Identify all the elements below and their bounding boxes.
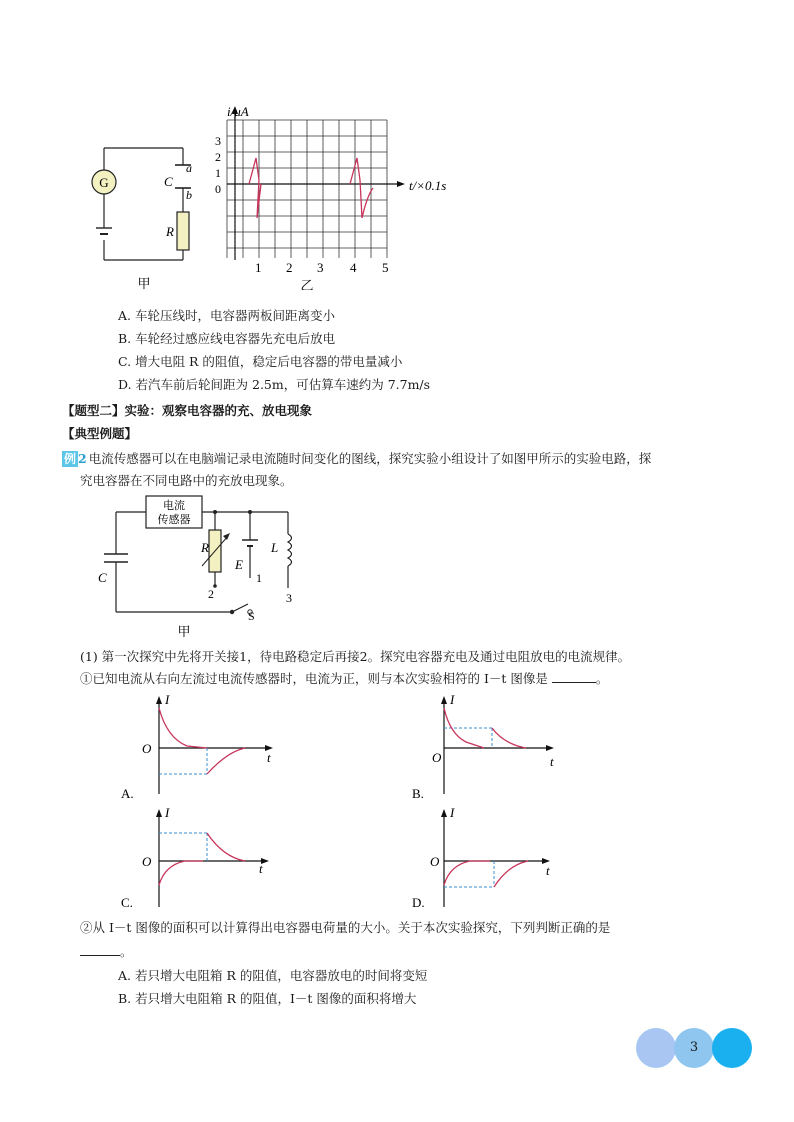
- graph-b-x-label: t: [550, 754, 554, 769]
- x-tick-5: 5: [382, 260, 389, 275]
- graph-d[interactable]: [400, 803, 580, 918]
- fig2-inductor-label: L: [271, 540, 279, 555]
- part2-end: 。: [120, 944, 133, 959]
- page-badge-right-circle: [712, 1028, 752, 1068]
- part1-question-text: ①已知电流从右向左流过电流传感器时，电流为正，则与本次实验相符的 I－t 图像是: [80, 671, 548, 686]
- x-tick-4: 4: [350, 260, 357, 275]
- sub-title: 【典型例题】: [62, 426, 138, 441]
- answer-blank-2[interactable]: [80, 943, 120, 956]
- y-tick-1: 1: [215, 166, 221, 180]
- figure2-caption-jia: 甲: [177, 624, 191, 639]
- part2-question: ②从 I－t 图像的面积可以计算得出电容器电荷量的大小。关于本次实验探究，下列判断正确的是: [80, 920, 611, 935]
- graph-d-x-label: t: [546, 863, 550, 878]
- graph-c-origin: O: [142, 854, 152, 869]
- part2-blank-line: [80, 942, 133, 960]
- y-tick-3: 3: [215, 134, 221, 148]
- graph-a-x-label: t: [267, 750, 271, 765]
- q1-option-a[interactable]: A. 车轮压线时，电容器两板间距离变小: [118, 308, 335, 323]
- graph-c-y-label: I: [165, 805, 170, 820]
- graph-x-axis-label: t/×0.1s: [409, 178, 447, 193]
- example-tag: 例: [64, 452, 77, 466]
- graph-b-option-label: B.: [412, 786, 424, 801]
- current-sensor-label-2: 传感器: [157, 514, 191, 526]
- capacitor-label: C: [164, 174, 173, 189]
- part1-end: 。: [595, 671, 609, 686]
- x-tick-3: 3: [317, 260, 324, 275]
- fig2-resistor-label: R: [201, 540, 209, 555]
- figure1-graph: [205, 100, 495, 290]
- graph-b[interactable]: [400, 690, 580, 805]
- figure1-caption-yi: 乙: [300, 278, 314, 290]
- example-line-1: [62, 449, 651, 467]
- graph-d-origin: O: [430, 854, 440, 869]
- example-number: 2: [78, 451, 87, 466]
- fig2-capacitor-label: C: [98, 570, 107, 585]
- q2-option-b[interactable]: B. 若只增大电阻箱 R 的阻值，I－t 图像的面积将增大: [118, 991, 417, 1006]
- x-tick-2: 2: [286, 260, 293, 275]
- current-sensor-label-1: 电流: [163, 500, 185, 512]
- graph-b-origin: O: [432, 750, 442, 765]
- resistor-icon: [177, 212, 189, 250]
- answer-blank-1[interactable]: [552, 670, 596, 683]
- part1-question: [80, 669, 608, 687]
- example-text-1: 电流传感器可以在电脑端记录电流随时间变化的图线，探究实验小组设计了如图甲所示的实验电路，探: [88, 451, 652, 466]
- plate-b-label: b: [186, 188, 192, 202]
- section-title: 【题型二】实验：观察电容器的充、放电现象: [62, 403, 313, 418]
- switch-position-3: 3: [286, 591, 292, 605]
- graph-c-x-label: t: [259, 861, 263, 876]
- figure1-circuit: [80, 120, 210, 295]
- graph-c-option-label: C.: [121, 895, 133, 910]
- switch-label: S: [248, 609, 255, 623]
- plate-a-label: a: [186, 161, 192, 175]
- figure1-caption-jia: 甲: [137, 276, 151, 291]
- graph-a-origin: O: [142, 741, 152, 756]
- part1-text: (1) 第一次探究中先将开关接1，待电路稳定后再接2。探究电容器充电及通过电阻放电的电流规律。: [80, 649, 631, 664]
- y-tick-0: 0: [215, 182, 221, 196]
- resistor-label: R: [166, 224, 174, 239]
- graph-a-y-label: I: [165, 692, 170, 707]
- q1-option-c[interactable]: C. 增大电阻 R 的阻值，稳定后电容器的带电量减小: [118, 354, 403, 369]
- q2-option-a[interactable]: A. 若只增大电阻箱 R 的阻值，电容器放电的时间将变短: [118, 968, 428, 983]
- graph-c[interactable]: [115, 803, 295, 918]
- example-line-2: 究电容器在不同电路中的充放电现象。: [80, 473, 293, 488]
- switch-position-1: 1: [256, 571, 262, 585]
- switch-position-2: 2: [208, 587, 214, 601]
- x-tick-1: 1: [255, 260, 262, 275]
- q1-option-b[interactable]: B. 车轮经过感应线电容器先充电后放电: [118, 331, 336, 346]
- y-tick-2: 2: [215, 150, 221, 164]
- graph-d-option-label: D.: [412, 895, 425, 910]
- graph-y-axis-label: i/μA: [227, 104, 249, 119]
- graph-b-y-label: I: [450, 692, 455, 707]
- galvanometer-label: G: [99, 175, 109, 190]
- graph-a[interactable]: [115, 690, 295, 805]
- graph-d-y-label: I: [450, 805, 455, 820]
- figure2-circuit: [90, 490, 320, 640]
- current-pulse-2: [350, 158, 373, 218]
- page-badge-left-circle: [636, 1028, 676, 1068]
- graph-a-option-label: A.: [121, 786, 134, 801]
- page-number: 3: [689, 1040, 699, 1055]
- fig2-battery-label: E: [235, 557, 243, 572]
- q1-option-d[interactable]: D. 若汽车前后轮间距为 2.5m，可估算车速约为 7.7m/s: [118, 377, 431, 392]
